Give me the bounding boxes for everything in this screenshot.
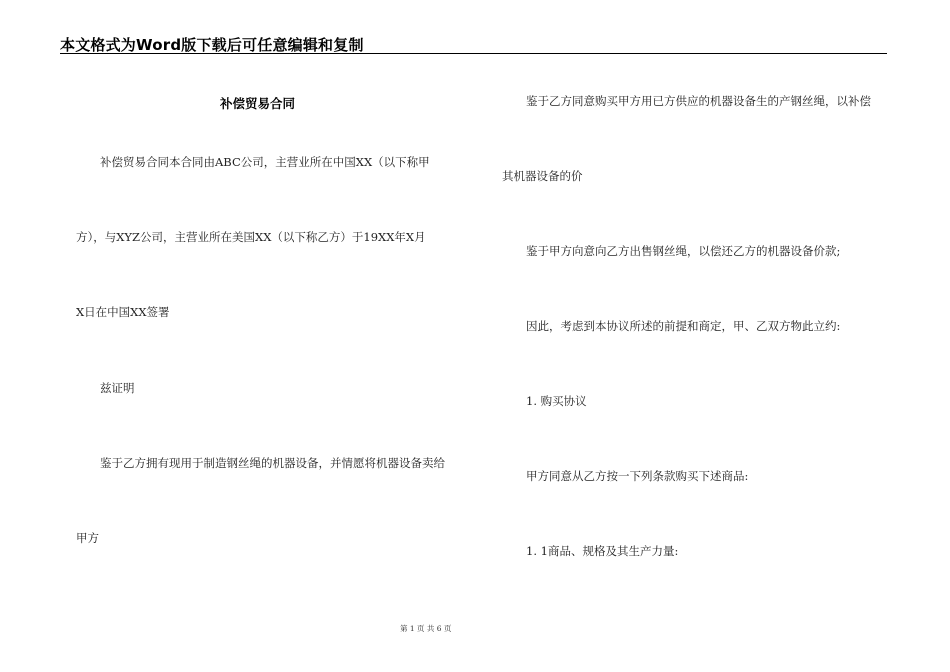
document-banner: 本文格式为Word版下载后可任意编辑和复制: [60, 36, 364, 54]
right-line-6: 甲方同意从乙方按一下列条款购买下述商品:: [526, 469, 749, 483]
left-line-3: X日在中国XX签署: [76, 305, 170, 319]
right-line-3: 鉴于甲方向意向乙方出售钢丝绳，以偿还乙方的机器设备价款;: [526, 244, 841, 258]
left-line-4: 兹证明: [100, 381, 135, 395]
contract-title: 补偿贸易合同: [220, 96, 296, 111]
left-line-1: 补偿贸易合同本合同由ABC公司，主营业所在中国XX（以下称甲: [100, 155, 430, 169]
left-line-6: 甲方: [76, 531, 99, 545]
left-line-2: 方），与XYZ公司，主营业所在美国XX（以下称乙方）于19XX年X月: [76, 230, 426, 244]
right-line-2: 其机器设备的价: [502, 169, 583, 183]
page-number: 第 1 页 共 6 页: [400, 624, 452, 633]
right-line-1: 鉴于乙方同意购买甲方用已方供应的机器设备生的产钢丝绳，以补偿: [526, 94, 871, 108]
right-line-7: 1. 1商品、规格及其生产力量:: [526, 544, 679, 558]
banner-divider: [60, 53, 887, 54]
right-line-5: 1. 购买协议: [526, 394, 587, 408]
left-line-5: 鉴于乙方拥有现用于制造钢丝绳的机器设备，并情愿将机器设备卖给: [100, 456, 445, 470]
right-line-4: 因此，考虑到本协议所述的前提和商定，甲、乙双方物此立约:: [526, 319, 841, 333]
